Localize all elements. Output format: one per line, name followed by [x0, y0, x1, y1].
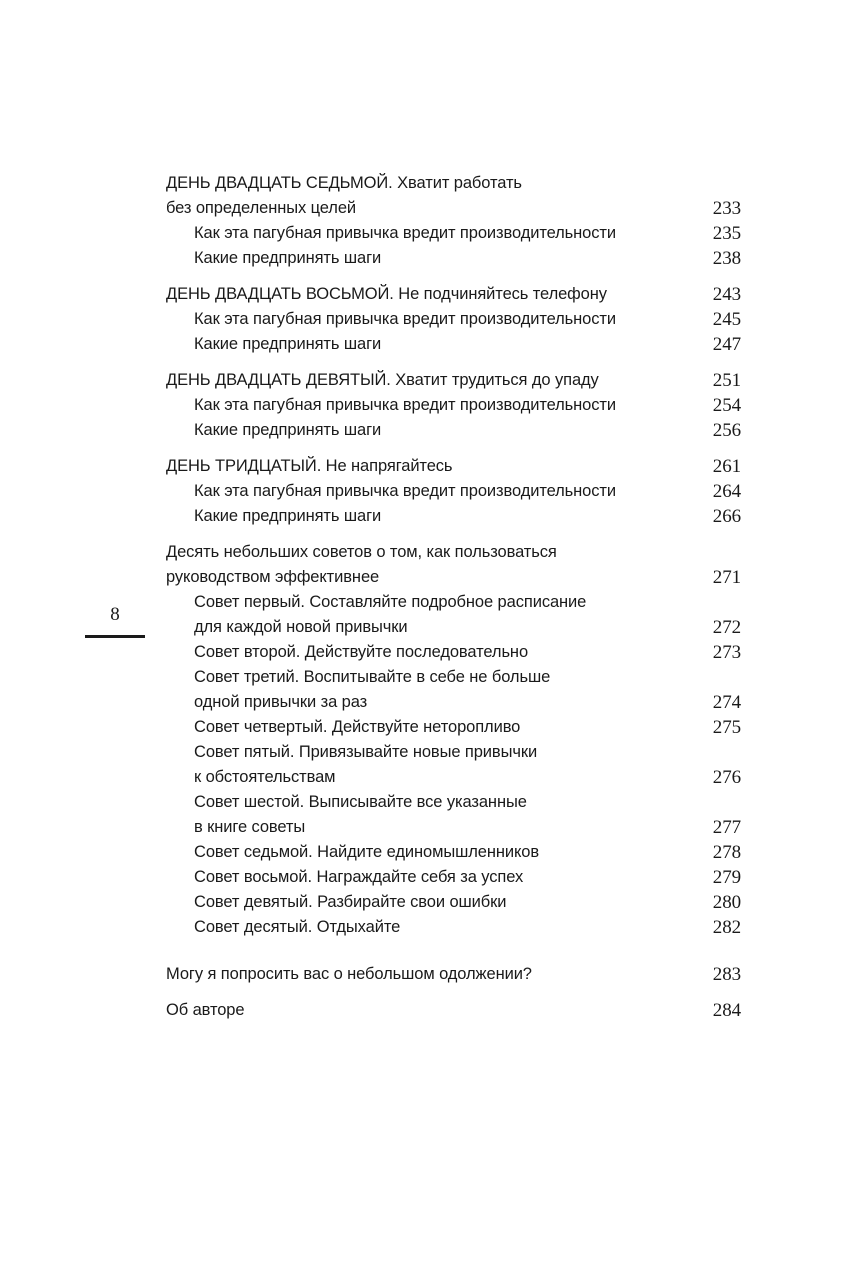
toc-entry-title: ДЕНЬ ТРИДЦАТЫЙ. Не напрягайтесь: [166, 457, 453, 475]
toc-entry-title: ДЕНЬ ДВАДЦАТЬ СЕДЬМОЙ. Хватит работать без определенных целей: [166, 174, 522, 217]
page-number: 8: [110, 604, 120, 625]
toc-entry-title: Какие предпринять шаги: [194, 249, 382, 267]
toc-entry-title: Совет четвертый. Действуйте неторопливо: [194, 718, 521, 736]
toc-entry-page: 274: [712, 692, 741, 713]
toc-subentry-tip[interactable]: [166, 890, 741, 915]
toc-entry-page: 251: [712, 370, 741, 391]
toc-entry-page: 271: [712, 567, 741, 588]
toc-entry-title: Как эта пагубная привычка вредит производительности: [194, 224, 616, 242]
toc-entry-day-30[interactable]: [166, 454, 741, 479]
toc-entry-page: 283: [712, 964, 741, 985]
toc-subentry-tip[interactable]: [166, 865, 741, 890]
toc-entry-title: Совет первый. Составляйте подробное расписание для каждой новой привычки: [194, 593, 587, 636]
toc-entry-title: Совет седьмой. Найдите единомышленников: [194, 843, 540, 861]
toc-entry-title: Какие предпринять шаги: [194, 421, 382, 439]
toc-entry-title: Какие предпринять шаги: [194, 507, 382, 525]
toc-entry-page: 276: [712, 767, 741, 788]
toc-entry-page: 284: [712, 1000, 741, 1021]
toc-entry-page: 278: [712, 842, 741, 863]
toc-entry-title: Как эта пагубная привычка вредит производительности: [194, 396, 616, 414]
toc-subentry[interactable]: [166, 332, 741, 357]
toc-subentry[interactable]: [166, 504, 741, 529]
toc-subentry[interactable]: [166, 479, 741, 504]
toc-entry-day-28[interactable]: [166, 282, 741, 307]
toc-entry-title: Могу я попросить вас о небольшом одолжении?: [166, 965, 532, 983]
toc-entry-ten-tips[interactable]: [166, 540, 741, 590]
toc-entry-page: 277: [712, 817, 741, 838]
toc-entry-page: 261: [712, 456, 741, 477]
toc-subentry-tip[interactable]: [166, 840, 741, 865]
toc-subentry-tip[interactable]: [166, 790, 741, 840]
toc-entry-title: Об авторе: [166, 1001, 245, 1019]
table-of-contents: [166, 171, 741, 1023]
toc-entry-title: Совет шестой. Выписывайте все указанные в книге советы: [194, 793, 527, 836]
toc-entry-title: Как эта пагубная привычка вредит производительности: [194, 482, 616, 500]
toc-entry-page: 280: [712, 892, 741, 913]
toc-entry-page: 254: [712, 395, 741, 416]
toc-entry-page: 233: [712, 198, 741, 219]
toc-entry-title: Совет второй. Действуйте последовательно: [194, 643, 529, 661]
toc-entry-favor[interactable]: [166, 962, 741, 987]
toc-subentry[interactable]: [166, 418, 741, 443]
toc-entry-about-author[interactable]: [166, 998, 741, 1023]
toc-entry-title: Совет десятый. Отдыхайте: [194, 918, 401, 936]
toc-subentry[interactable]: [166, 221, 741, 246]
toc-entry-day-27[interactable]: [166, 171, 741, 221]
toc-entry-page: 275: [712, 717, 741, 738]
toc-entry-page: 243: [712, 284, 741, 305]
toc-entry-page: 272: [712, 617, 741, 638]
toc-entry-page: 235: [712, 223, 741, 244]
toc-subentry-tip[interactable]: [166, 590, 741, 640]
toc-entry-page: 256: [712, 420, 741, 441]
toc-entry-page: 279: [712, 867, 741, 888]
toc-subentry-tip[interactable]: [166, 640, 741, 665]
toc-entry-title: Совет третий. Воспитывайте в себе не больше одной привычки за раз: [194, 668, 551, 711]
toc-entry-title: Десять небольших советов о том, как пользоваться руководством эффективнее: [166, 543, 557, 586]
toc-entry-page: 238: [712, 248, 741, 269]
toc-subentry[interactable]: [166, 246, 741, 271]
page-number-rule: [85, 635, 145, 638]
toc-subentry[interactable]: [166, 393, 741, 418]
toc-subentry-tip[interactable]: [166, 915, 741, 940]
toc-entry-title: ДЕНЬ ДВАДЦАТЬ ВОСЬМОЙ. Не подчиняйтесь телефону: [166, 285, 607, 303]
toc-entry-title: Какие предпринять шаги: [194, 335, 382, 353]
toc-subentry[interactable]: [166, 307, 741, 332]
toc-entry-page: 264: [712, 481, 741, 502]
toc-subentry-tip[interactable]: [166, 715, 741, 740]
toc-entry-day-29[interactable]: [166, 368, 741, 393]
toc-entry-page: 247: [712, 334, 741, 355]
toc-entry-title: ДЕНЬ ДВАДЦАТЬ ДЕВЯТЫЙ. Хватит трудиться до упаду: [166, 371, 599, 389]
toc-entry-title: Как эта пагубная привычка вредит производительности: [194, 310, 616, 328]
toc-subentry-tip[interactable]: [166, 740, 741, 790]
toc-entry-page: 266: [712, 506, 741, 527]
toc-entry-page: 273: [712, 642, 741, 663]
toc-subentry-tip[interactable]: [166, 665, 741, 715]
toc-entry-title: Совет девятый. Разбирайте свои ошибки: [194, 893, 507, 911]
toc-entry-page: 282: [712, 917, 741, 938]
toc-entry-title: Совет восьмой. Награждайте себя за успех: [194, 868, 524, 886]
toc-entry-title: Совет пятый. Привязывайте новые привычки к обстоятельствам: [194, 743, 538, 786]
toc-entry-page: 245: [712, 309, 741, 330]
